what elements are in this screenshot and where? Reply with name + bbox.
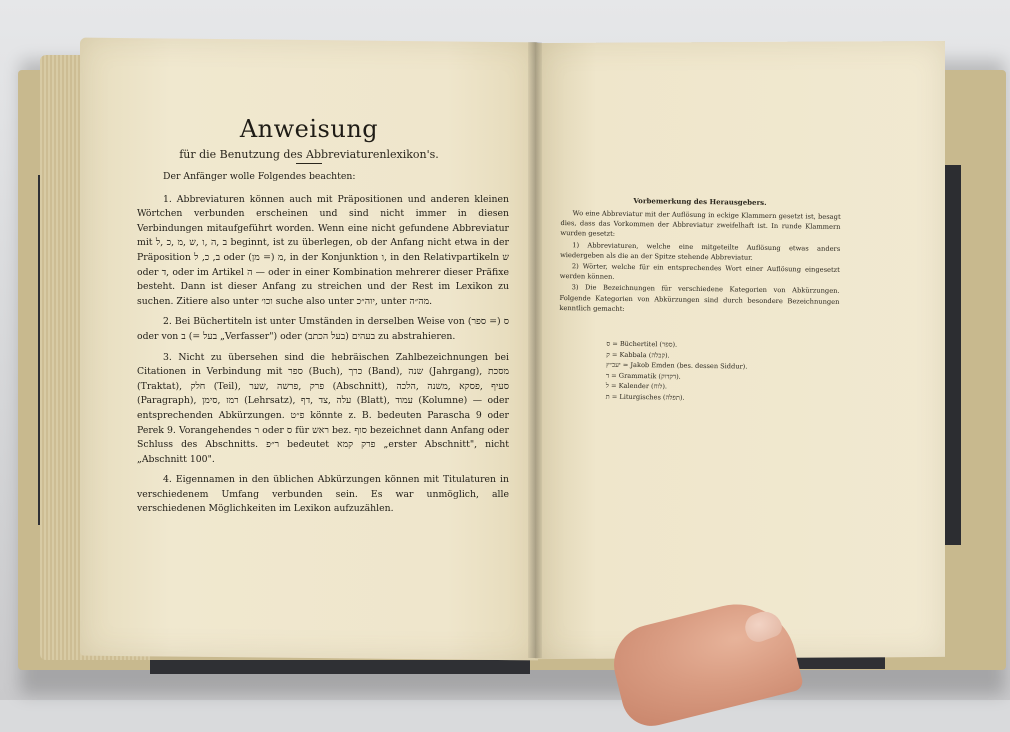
- paragraph-3: 3. Nicht zu übersehen sind die hebräischen Zahlbezeichnungen bei Citationen in Verbindung mit ספר (Buch), כרך (Band), שנה (Jahrgang), מסכת (Traktat), חלק (Teil), פרק ,פרשה ,שער (Abschnitt), סעיף ,פסקא ,משנה ,הלכה (Paragraph), רמז ,סימן (Lehrsatz), עלה ,צד ,דף (Blatt), עמוד (Kolumne) — oder entsprechenden Abkürzungen. פ״ט könnte z. B. bedeuten Paraschа 9 oder Perek 9. Vorangehendes ר oder ס für ראש bez. סוף bezeichnet dann Anfang oder Schluss des Abschnitts. ר״פ bedeutet פרק קמא „erster Abschnitt", nicht „Abschnitt 100".: [137, 351, 509, 465]
- preface-body: [559, 208, 840, 318]
- category-item: ס = Büchertitel (ספר).: [606, 339, 678, 349]
- category-item: ד = Grammatik (דקדוק).: [605, 371, 681, 381]
- preface-paragraph-1: Wo eine Abbreviatur mit der Auflösung in eckige Klammern gesetzt ist, besagt dies, dass das Vorkommen der Abbreviatur zweifelhaft ist. In runde Klammern wurden gesetzt:: [560, 209, 841, 239]
- cover-bottom-band: [150, 660, 530, 674]
- paragraph-4: 4. Eigennamen in den üblichen Abkürzungen können mit Titulaturen in verschiedenem Umfang verbunden sein. Es war unmöglich, alle verschiedenen Möglichkeiten im Lexikon aufzuzählen.: [137, 474, 509, 515]
- paragraph-2: 2. Bei Büchertiteln ist unter Umständen in derselben Weise von ס (= ספר) oder von ב (= בעל „Verfasser") oder בעהים (בעל הכתב) zu abstrahieren.: [137, 316, 509, 342]
- category-list: [606, 339, 807, 405]
- page-subheading: für die Benutzung des Abbreviaturenlexikon's.: [179, 148, 439, 161]
- paragraph-1: 1. Abbreviaturen können auch mit Präpositionen und anderen kleinen Wörtchen verbunden erscheinen und sind nicht immer in diesen Verbindungen mitaufgeführt worden. Wenn eine nicht gefundene Abbreviatur mit ב ,ה ,ו ,ש ,מ ,כ ,ל beginnt, ist zu überlegen, ob der Anfang nicht etwa in der Präposition ב, כ, ל oder מ (= מן), in der Konjunktion ו, in den Relativpartikeln ש oder ד, oder im Artikel ה — oder in einer Kombination mehrerer dieser Präfixe besteht. Dann ist dieser Anfang zu streichen und der Rest im Lexikon zu suchen. Zitiere also unter וכו׳ suche also unter יוה״כ, unter מה״ה.: [137, 193, 510, 307]
- left-body-text: [137, 170, 509, 523]
- category-item: ת = Liturgisches (תפלה).: [605, 392, 685, 402]
- category-item: ל = Kalender (לוח).: [605, 381, 668, 391]
- heading-divider: [296, 163, 322, 164]
- preface-paragraph-3: 2) Wörter, welche für ein entsprechendes Wort einer Auflösung eingesetzt werden können.: [559, 262, 840, 282]
- preface-title: Vorbemerkung des Herausgebers.: [633, 196, 767, 207]
- intro-paragraph: Der Anfänger wolle Folgendes beachten:: [163, 171, 356, 182]
- preface-paragraph-4: 3) Die Bezeichnungen für verschiedene Kategorien von Abkürzungen. Folgende Kategorien von Abkürzungen sind durch besondere Bezeichnungen kenntlich gemacht:: [559, 283, 840, 313]
- page-heading: Anweisung: [239, 115, 379, 143]
- category-item: ק = Kabbala (קבלה).: [606, 350, 670, 360]
- preface-paragraph-2: 1) Abbreviaturen, welche eine mitgeteilte Auflösung etwas anders wiedergeben als die an der Spitze stehende Abbreviatur.: [560, 240, 841, 262]
- category-item: יעב״ץ = Jakob Emden (bes. dessen Siddur).: [606, 360, 748, 371]
